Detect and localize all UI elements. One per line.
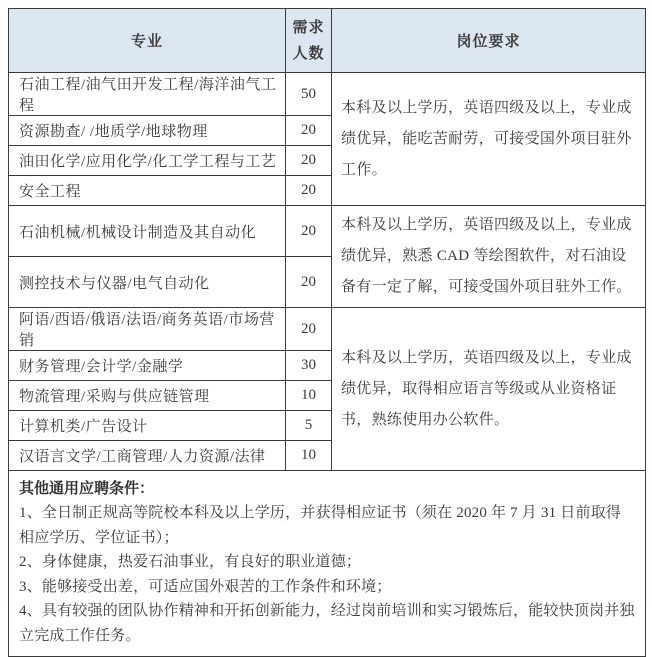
major-cell: 资源勘查/ /地质学/地球物理: [9, 116, 286, 146]
header-demand-count: [286, 9, 332, 73]
header-demand-line1: 需求: [292, 19, 325, 36]
table-row: [9, 206, 646, 257]
major-cell: 财务管理/会计学/金融学: [9, 351, 286, 381]
count-cell: 5: [286, 411, 332, 441]
header-requirements: 岗位要求: [332, 9, 646, 73]
count-cell: 20: [286, 116, 332, 146]
general-conditions-cell: [9, 471, 646, 657]
major-cell: 安全工程: [9, 176, 286, 206]
major-cell: 计算机类/广告设计: [9, 411, 286, 441]
general-condition-item-4: 4、具有较强的团队协作精神和开拓创新能力，经过岗前培训和实习锻炼后，能较快顶岗并独立完成工作任务。: [19, 603, 635, 644]
major-cell: 石油工程/油气田开发工程/海洋油气工程: [9, 73, 286, 116]
count-cell: 30: [286, 351, 332, 381]
major-cell: 阿语/西语/俄语/法语/商务英语/市场营销: [9, 308, 286, 351]
header-demand-line2: 人数: [292, 45, 325, 62]
count-cell: 20: [286, 308, 332, 351]
header-major: 专业: [9, 9, 286, 73]
recruitment-table: [8, 8, 646, 657]
major-cell: 物流管理/采购与供应链管理: [9, 381, 286, 411]
general-condition-item-1: 1、全日制正规高等院校本科及以上学历，并获得相应证书（须在 2020 年 7 月 31 日前取得相应学历、学位证书）；: [19, 505, 622, 546]
general-conditions-row: [9, 471, 646, 657]
table-row: [9, 308, 646, 351]
count-cell: 50: [286, 73, 332, 116]
header-row: [9, 9, 646, 73]
general-condition-item-3: 3、能够接受出差，可适应国外艰苦的工作条件和环境；: [19, 578, 392, 595]
requirement-cell-group1: 本科及以上学历，英语四级及以上，专业成绩优异，能吃苦耐劳，可接受国外项目驻外工作。: [332, 73, 646, 206]
major-cell: 石油机械/机械设计制造及其自动化: [9, 206, 286, 257]
count-cell: 20: [286, 206, 332, 257]
count-cell: 20: [286, 176, 332, 206]
requirement-cell-group3: 本科及以上学历，英语四级及以上，专业成绩优异，取得相应语言等级或从业资格证书，熟练使用办公软件。: [332, 308, 646, 471]
major-cell: 测控技术与仪器/电气自动化: [9, 257, 286, 308]
count-cell: 10: [286, 441, 332, 471]
major-cell: 汉语言文学/工商管理/人力资源/法律: [9, 441, 286, 471]
requirement-cell-group2: 本科及以上学历，英语四级及以上，专业成绩优异，熟悉 CAD 等绘图软件，对石油设备有一定了解，可接受国外项目驻外工作。: [332, 206, 646, 308]
major-cell: 油田化学/应用化学/化工学工程与工艺: [9, 146, 286, 176]
table-row: [9, 73, 646, 116]
count-cell: 20: [286, 146, 332, 176]
general-conditions-title: 其他通用应聘条件：: [19, 481, 155, 497]
count-cell: 10: [286, 381, 332, 411]
count-cell: 20: [286, 257, 332, 308]
general-condition-item-2: 2、身体健康，热爱石油事业，有良好的职业道德；: [19, 554, 362, 570]
